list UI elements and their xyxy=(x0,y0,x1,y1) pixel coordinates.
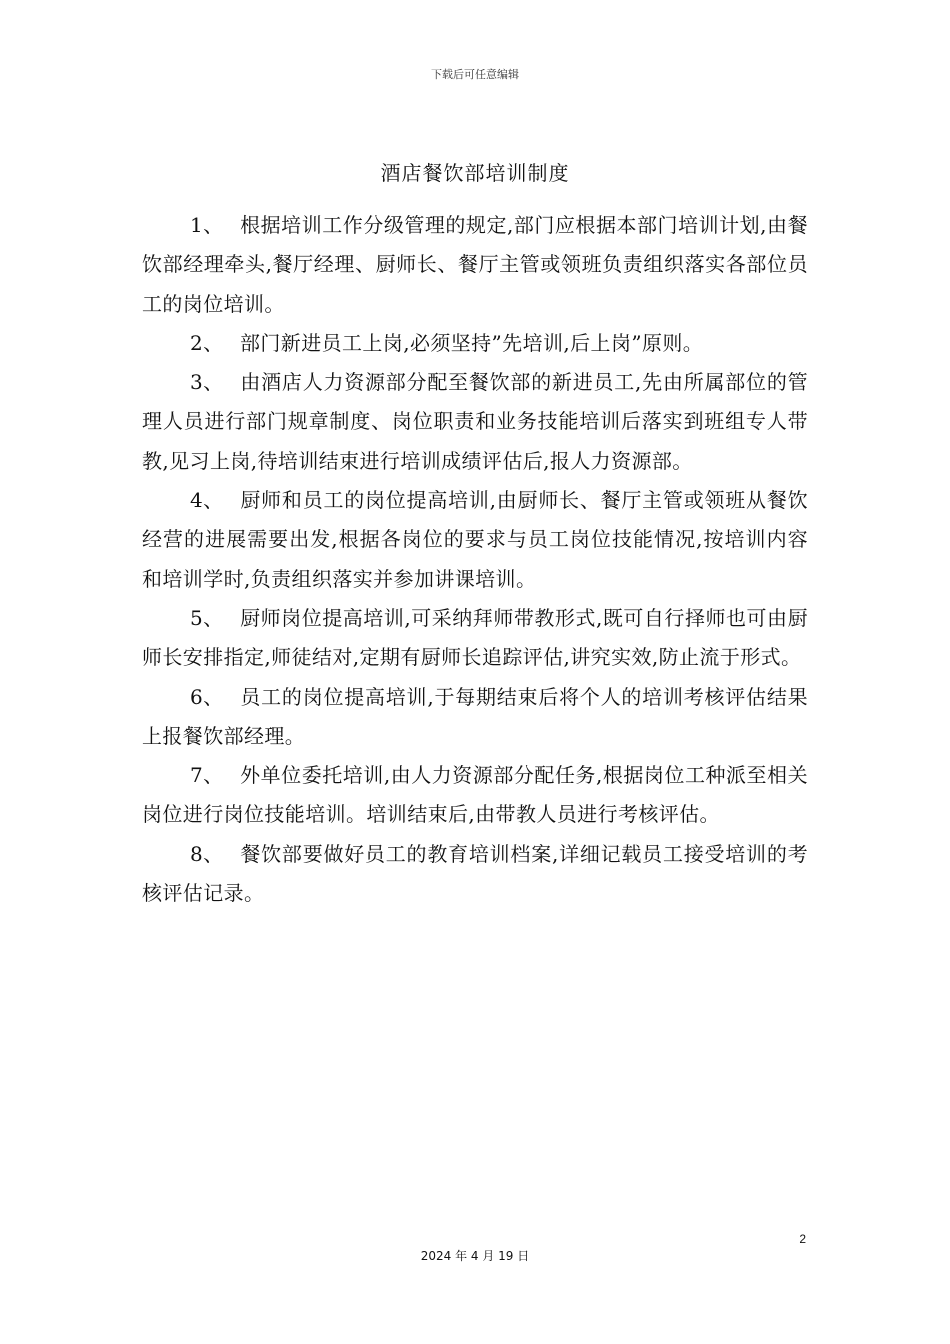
document-title: 酒店餐饮部培训制度 xyxy=(380,161,570,185)
paragraph-number: 7、 xyxy=(190,763,224,788)
page-number: 2 xyxy=(799,1232,806,1246)
paragraph-text: 厨师岗位提高培训,可采纳拜师带教形式,既可自行择师也可由厨师长安排指定,师徒结对,定期有厨师长追踪评估,讲究实效,防止流于形式。 xyxy=(142,605,808,670)
paragraph-text: 员工的岗位提高培训,于每期结束后将个人的培训考核评估结果上报餐饮部经理。 xyxy=(142,684,808,748)
paragraph-5 xyxy=(142,599,808,678)
paragraph-number: 1、 xyxy=(190,213,224,237)
paragraph-number: 5、 xyxy=(190,605,224,630)
paragraph-text: 由酒店人力资源部分配至餐饮部的新进员工,先由所属部位的管理人员进行部门规章制度、岗位职责和业务技能培训后落实到班组专人带教,见习上岗,待培训结束进行培训成绩评估后,报人力资源部。 xyxy=(142,370,808,473)
paragraph-number: 6、 xyxy=(190,684,224,709)
document-body xyxy=(142,206,808,913)
paragraph-text: 厨师和员工的岗位提高培训,由厨师长、餐厅主管或领班从餐饮经营的进展需要出发,根据各岗位的要求与员工岗位技能情况,按培训内容和培训学时,负责组织落实并参加讲课培训。 xyxy=(142,488,808,591)
paragraph-1 xyxy=(142,206,808,324)
paragraph-2 xyxy=(142,324,808,363)
paragraph-text: 根据培训工作分级管理的规定,部门应根据本部门培训计划,由餐饮部经理牵头,餐厅经理、厨师长、餐厅主管或领班负责组织落实各部位员工的岗位培训。 xyxy=(142,213,808,316)
paragraph-number: 2、 xyxy=(190,330,224,355)
paragraph-4 xyxy=(142,481,808,599)
paragraph-7 xyxy=(142,756,808,835)
paragraph-number: 3、 xyxy=(190,370,224,395)
paragraph-6 xyxy=(142,678,808,757)
paragraph-number: 4、 xyxy=(190,488,224,513)
paragraph-text: 外单位委托培训,由人力资源部分配任务,根据岗位工种派至相关岗位进行岗位技能培训。培训结束后,由带教人员进行考核评估。 xyxy=(142,763,808,827)
paragraph-text: 餐饮部要做好员工的教育培训档案,详细记载员工接受培训的考核评估记录。 xyxy=(142,841,808,906)
paragraph-3 xyxy=(142,363,808,481)
paragraph-8 xyxy=(142,835,808,914)
page-footer-date: 2024 年 4 月 19 日 xyxy=(420,1249,530,1263)
page-header: 下载后可任意编辑 xyxy=(431,68,519,81)
paragraph-text: 部门新进员工上岗,必须坚持”先培训,后上岗”原则。 xyxy=(240,330,704,355)
paragraph-number: 8、 xyxy=(190,841,224,866)
